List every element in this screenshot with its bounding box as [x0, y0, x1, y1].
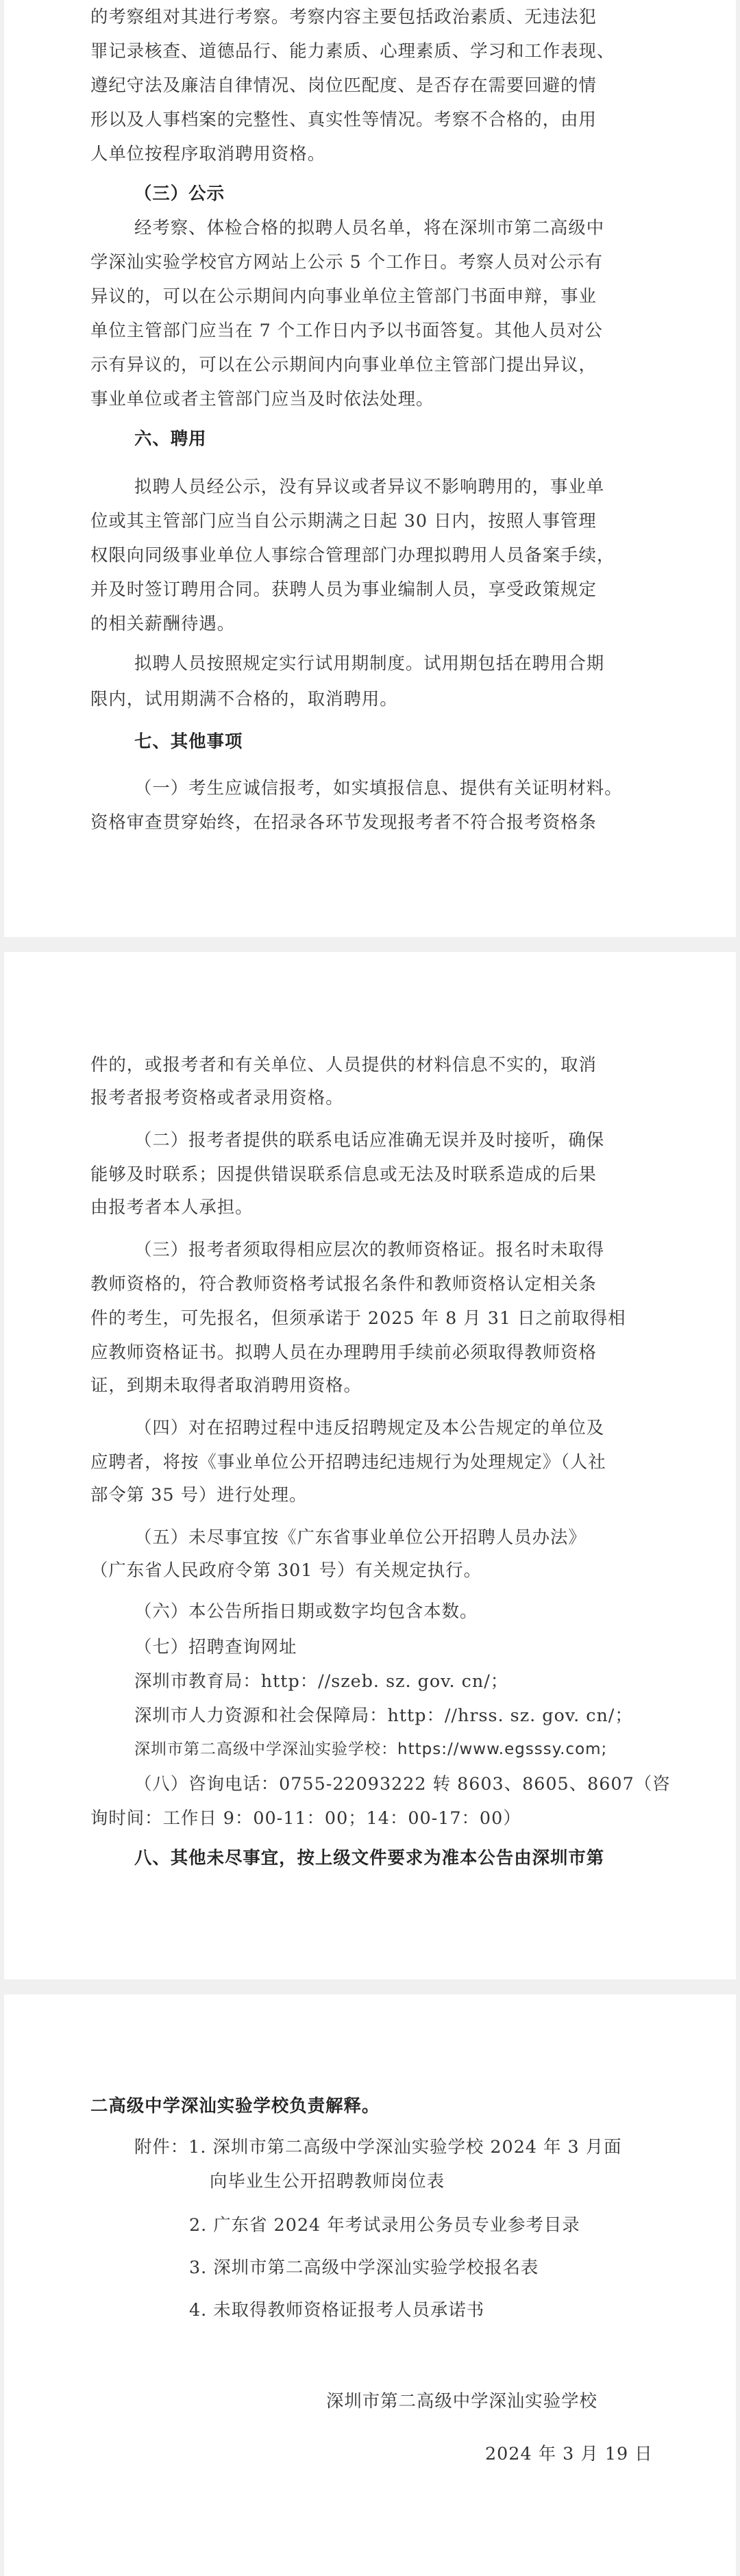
section-heading: 八、其他未尽事宜，按上级文件要求为准本公告由深圳市第 — [134, 1847, 605, 1868]
body-text-line: （五）未尽事宜按《广东省事业单位公开招聘人员办法》 — [134, 1527, 587, 1547]
body-text-line: 学深汕实验学校官方网站上公示 5 个工作日。考察人员对公示有 — [90, 251, 603, 272]
body-text-line: 资格审查贯穿始终，在招录各环节发现报考者不符合报考资格条 — [90, 812, 597, 832]
body-text-line: 教师资格的，符合教师资格考试报名条件和教师资格认定相关条 — [90, 1273, 597, 1294]
body-text-line: （四）对在招聘过程中违反招聘规定及本公告规定的单位及 — [134, 1417, 605, 1438]
body-text-line: 位或其主管部门应当自公示期满之日起 30 日内，按照人事管理 — [90, 510, 597, 531]
attachment-item: 2. 广东省 2024 年考试录用公务员专业参考目录 — [189, 2214, 580, 2235]
document-page — [4, 952, 736, 1979]
body-text-line: 部令第 35 号）进行处理。 — [90, 1484, 308, 1505]
body-text-line: （三）报考者须取得相应层次的教师资格证。报名时未取得 — [134, 1239, 605, 1260]
body-text-line: 应教师资格证书。拟聘人员在办理聘用手续前必须取得教师资格 — [90, 1342, 597, 1362]
link-text[interactable]: 深圳市第二高级中学深汕实验学校：https://www.egsssy.com; — [134, 1740, 608, 1758]
body-text-line: （八）咨询电话：0755-22093222 转 8603、8605、8607（咨 — [134, 1773, 671, 1794]
signature-organization: 深圳市第二高级中学深汕实验学校 — [326, 2390, 597, 2411]
document-page — [4, 1994, 736, 2576]
link-text[interactable]: 深圳市人力资源和社会保障局：http：//hrss. sz. gov. cn/； — [134, 1705, 633, 1725]
body-text-line: 拟聘人员按照规定实行试用期制度。试用期包括在聘用合期 — [134, 653, 605, 673]
body-text-line: 事业单位或者主管部门应当及时依法处理。 — [90, 388, 434, 409]
body-text-line: 经考察、体检合格的拟聘人员名单，将在深圳市第二高级中 — [134, 217, 605, 238]
section-heading: 七、其他事项 — [134, 731, 243, 751]
attachment-item: 4. 未取得教师资格证报考人员承诺书 — [189, 2299, 485, 2320]
signature-date: 2024 年 3 月 19 日 — [485, 2443, 653, 2464]
body-text-line: 拟聘人员经公示，没有异议或者异议不影响聘用的，事业单 — [134, 476, 605, 497]
body-text-line: 罪记录核查、道德品行、能力素质、心理素质、学习和工作表现、 — [90, 40, 615, 61]
body-text-line: 异议的，可以在公示期间内向事业单位主管部门书面申辩，事业 — [90, 286, 597, 306]
body-text-line: （七）招聘查询网址 — [134, 1636, 297, 1657]
body-text-line: 并及时签订聘用合同。获聘人员为事业编制人员，享受政策规定 — [90, 579, 597, 599]
body-text-line: 的考察组对其进行考察。考察内容主要包括政治素质、无违法犯 — [90, 6, 597, 27]
body-text-line: 报考者报考资格或者录用资格。 — [90, 1087, 344, 1108]
body-text-line: （广东省人民政府令第 301 号）有关规定执行。 — [90, 1560, 482, 1580]
section-subheading: （三）公示 — [134, 183, 225, 203]
section-heading: 六、聘用 — [134, 428, 207, 449]
body-text-line: 限内，试用期满不合格的，取消聘用。 — [90, 688, 398, 709]
document-page — [4, 0, 736, 937]
body-text-line: 证，到期未取得者取消聘用资格。 — [90, 1375, 362, 1395]
link-text[interactable]: 深圳市教育局：http：//szeb. sz. gov. cn/； — [134, 1671, 509, 1691]
body-text-line: 的相关薪酬待遇。 — [90, 613, 236, 634]
body-text-line: 询时间：工作日 9：00-11：00；14：00-17：00） — [90, 1808, 521, 1828]
attachment-item-continued: 向毕业生公开招聘教师岗位表 — [210, 2171, 445, 2191]
body-text-line: 应聘者，将按《事业单位公开招聘违纪违规行为处理规定》（人社 — [90, 1451, 606, 1472]
attachment-item: 3. 深圳市第二高级中学深汕实验学校报名表 — [189, 2257, 539, 2277]
body-text-line: 由报考者本人承担。 — [90, 1197, 254, 1217]
body-text-line: 件的，或报考者和有关单位、人员提供的材料信息不实的，取消 — [90, 1054, 597, 1075]
body-text-line: （二）报考者提供的联系电话应准确无误并及时接听，确保 — [134, 1129, 605, 1150]
body-text-line: 二高级中学深汕实验学校负责解释。 — [90, 2095, 380, 2116]
body-text-line: 遵纪守法及廉洁自律情况、岗位匹配度、是否存在需要回避的情 — [90, 75, 597, 95]
body-text-line: 件的考生，可先报名，但须承诺于 2025 年 8 月 31 日之前取得相 — [90, 1308, 626, 1328]
body-text-line: （六）本公告所指日期或数字均包含本数。 — [134, 1601, 478, 1621]
body-text-line: 能够及时联系；因提供错误联系信息或无法及时联系造成的后果 — [90, 1164, 597, 1184]
body-text-line: 单位主管部门应当在 7 个工作日内予以书面答复。其他人员对公 — [90, 320, 603, 340]
body-text-line: 示有异议的，可以在公示期间内向事业单位主管部门提出异议， — [90, 354, 597, 375]
attachment-item: 附件：1. 深圳市第二高级中学深汕实验学校 2024 年 3 月面 — [134, 2136, 622, 2157]
body-text-line: 权限向同级事业单位人事综合管理部门办理拟聘用人员备案手续， — [90, 545, 615, 565]
body-text-line: 人单位按程序取消聘用资格。 — [90, 143, 326, 164]
body-text-line: （一）考生应诚信报考，如实填报信息、提供有关证明材料。 — [134, 777, 623, 798]
body-text-line: 形以及人事档案的完整性、真实性等情况。考察不合格的，由用 — [90, 109, 597, 129]
